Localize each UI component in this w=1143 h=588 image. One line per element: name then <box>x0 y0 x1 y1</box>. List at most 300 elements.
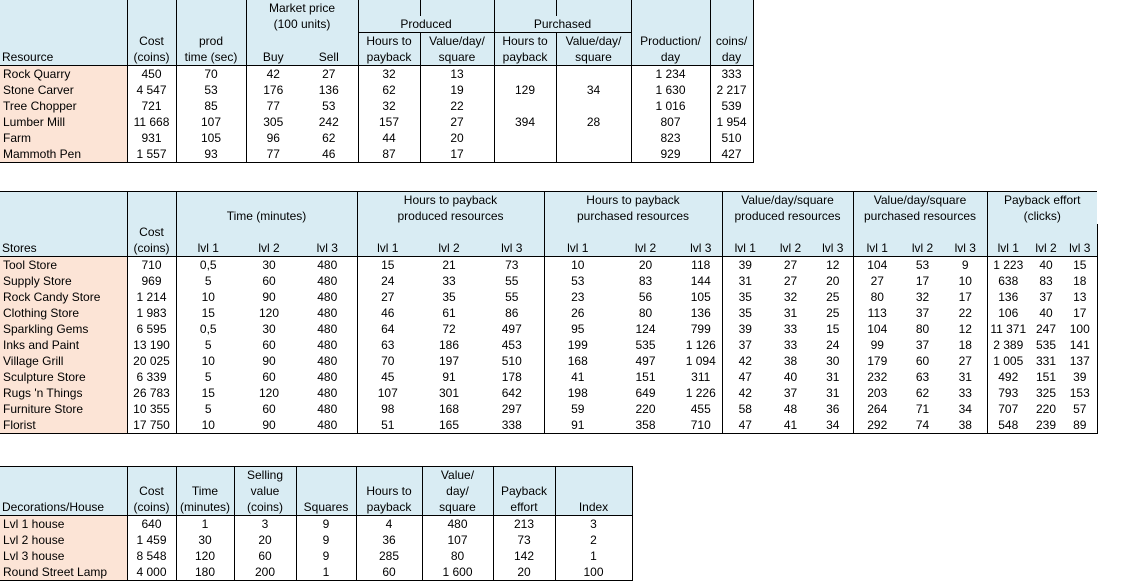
value-cell: 100 <box>555 564 632 581</box>
vds-purchased-header-2: purchased resources <box>853 208 987 224</box>
value-cell: 151 <box>611 369 680 385</box>
value-cell: 30 <box>240 321 298 337</box>
value-cell: 90 <box>240 289 298 305</box>
value-cell: 77 <box>246 98 300 114</box>
value-cell: 450 <box>127 66 176 83</box>
value-cell: 27 <box>853 273 901 289</box>
value-cell: 60 <box>901 353 944 369</box>
level-header-1: lvl 1 <box>544 240 611 257</box>
value-cell: 24 <box>357 273 418 289</box>
value-cell: 0,5 <box>176 321 240 337</box>
resource-row <box>0 82 753 98</box>
row-name-cell: Lvl 3 house <box>0 548 127 564</box>
value-cell: 453 <box>480 337 544 353</box>
value-cell: 60 <box>356 564 422 581</box>
value-cell <box>556 98 631 114</box>
level-header-3: lvl 3 <box>813 240 853 257</box>
coins-header: (coins) <box>127 49 176 66</box>
value-cell: 91 <box>418 369 480 385</box>
value-cell: 20 <box>813 273 853 289</box>
value-cell: 136 <box>300 82 358 98</box>
value-cell <box>494 146 556 163</box>
store-row <box>0 289 1097 305</box>
value-cell: 95 <box>544 321 611 337</box>
decoration-row <box>0 532 632 548</box>
value-cell: 168 <box>418 401 480 417</box>
value-cell <box>494 130 556 146</box>
value-cell: 40 <box>768 369 813 385</box>
value-cell: 0,5 <box>176 257 240 274</box>
value-cell: 34 <box>813 417 853 434</box>
buy-header: Buy <box>246 49 300 66</box>
time-sec-header: time (sec) <box>176 49 246 66</box>
value-cell: 46 <box>300 146 358 163</box>
value-cell: 40 <box>1029 257 1063 274</box>
value-cell: 301 <box>418 385 480 401</box>
value-cell: 27 <box>944 353 987 369</box>
value-cell: 31 <box>722 273 768 289</box>
value-cell: 104 <box>853 257 901 274</box>
value-cell: 25 <box>813 305 853 321</box>
value-cell: 153 <box>1063 385 1097 401</box>
value-cell: 38 <box>944 417 987 434</box>
value-cell: 37 <box>901 337 944 353</box>
value-cell: 51 <box>357 417 418 434</box>
value-cell: 141 <box>1063 337 1097 353</box>
value-cell: 793 <box>987 385 1029 401</box>
value-cell: 823 <box>631 130 710 146</box>
value-cell: 5 <box>176 273 240 289</box>
value-cell: 9 <box>944 257 987 274</box>
row-name-cell: Lvl 2 house <box>0 532 127 548</box>
value-cell: 47 <box>722 417 768 434</box>
decoration-row <box>0 564 632 581</box>
value-cell: 13 <box>1063 289 1097 305</box>
value-cell: 8 548 <box>127 548 176 564</box>
value-cell <box>494 98 556 114</box>
row-name-cell: Supply Store <box>0 273 127 289</box>
value-cell: 20 025 <box>127 353 176 369</box>
value-cell: 3 <box>555 516 632 533</box>
row-name-cell: Rock Quarry <box>0 66 127 83</box>
value-cell: 331 <box>1029 353 1063 369</box>
deco-name-header: Decorations/House <box>0 499 127 516</box>
value-cell: 39 <box>722 321 768 337</box>
value-cell: 104 <box>853 321 901 337</box>
value-cell: 42 <box>722 385 768 401</box>
value-cell: 23 <box>544 289 611 305</box>
vds-purchased-header-1: Value/day/square <box>853 192 987 209</box>
value-cell: 710 <box>127 257 176 274</box>
value-cell: 799 <box>680 321 722 337</box>
value-cell: 60 <box>234 548 296 564</box>
value-cell: 9 <box>296 516 356 533</box>
value-cell: 60 <box>240 337 298 353</box>
resource-row <box>0 98 753 114</box>
value-cell: 144 <box>680 273 722 289</box>
value-cell: 26 783 <box>127 385 176 401</box>
value-cell: 32 <box>768 289 813 305</box>
value-cell: 44 <box>358 130 420 146</box>
value-cell: 80 <box>901 321 944 337</box>
value-cell: 26 <box>544 305 611 321</box>
value-cell: 480 <box>298 337 357 353</box>
deco-time-header: Time <box>176 483 234 499</box>
value-cell: 480 <box>298 257 357 274</box>
square-header: square <box>420 49 494 66</box>
value-cell: 60 <box>240 369 298 385</box>
value-cell: 480 <box>298 385 357 401</box>
value-cell: 98 <box>357 401 418 417</box>
value-cell: 1 234 <box>631 66 710 83</box>
value-cell: 31 <box>768 305 813 321</box>
value-cell: 642 <box>480 385 544 401</box>
deco-coins-header: (coins) <box>127 499 176 516</box>
value-cell: 220 <box>611 401 680 417</box>
level-header-2: lvl 2 <box>1029 240 1063 257</box>
value-cell: 1 005 <box>987 353 1029 369</box>
value-cell: 20 <box>420 130 494 146</box>
deco-squares-header: Squares <box>296 499 356 516</box>
level-header-1: lvl 1 <box>722 240 768 257</box>
value-cell: 20 <box>234 532 296 548</box>
htp-produced-header-1: Hours to payback <box>357 192 544 209</box>
value-cell: 33 <box>768 337 813 353</box>
deco-payback-sub-header: payback <box>356 499 422 516</box>
value-cell: 70 <box>176 66 246 83</box>
store-row <box>0 257 1097 274</box>
value-cell: 12 <box>944 321 987 337</box>
value-cell: 539 <box>710 98 753 114</box>
level-header-3: lvl 3 <box>680 240 722 257</box>
row-name-cell: Furniture Store <box>0 401 127 417</box>
value-cell: 30 <box>813 353 853 369</box>
level-header-2: lvl 2 <box>611 240 680 257</box>
stores-cost-header: Cost <box>127 224 176 240</box>
value-cell: 710 <box>680 417 722 434</box>
value-cell: 510 <box>710 130 753 146</box>
market-units-header: (100 units) <box>246 16 358 33</box>
value-cell: 807 <box>631 114 710 130</box>
value-cell: 929 <box>631 146 710 163</box>
value-cell: 969 <box>127 273 176 289</box>
day-header: day <box>631 49 710 66</box>
value-cell: 1 954 <box>710 114 753 130</box>
value-cell: 74 <box>901 417 944 434</box>
value-cell: 1 <box>176 516 234 533</box>
value-cell: 18 <box>944 337 987 353</box>
value-cell: 292 <box>853 417 901 434</box>
value-cell: 264 <box>853 401 901 417</box>
value-cell: 21 <box>418 257 480 274</box>
value-cell: 4 547 <box>127 82 176 98</box>
value-cell: 480 <box>298 369 357 385</box>
hours-to-header: Hours to <box>358 33 420 50</box>
value-cell: 1 094 <box>680 353 722 369</box>
value-cell: 129 <box>494 82 556 98</box>
value-cell: 27 <box>300 66 358 83</box>
row-name-cell: Sparkling Gems <box>0 321 127 337</box>
value-cell: 57 <box>1063 401 1097 417</box>
value-cell: 15 <box>357 257 418 274</box>
value-cell: 3 <box>234 516 296 533</box>
deco-effort-header: effort <box>493 499 555 516</box>
value-cell: 239 <box>1029 417 1063 434</box>
value-cell: 28 <box>556 114 631 130</box>
value-cell: 179 <box>853 353 901 369</box>
value-cell: 10 <box>544 257 611 274</box>
value-cell: 27 <box>357 289 418 305</box>
value-cell: 90 <box>240 417 298 434</box>
row-name-cell: Lvl 1 house <box>0 516 127 533</box>
value-cell: 105 <box>176 130 246 146</box>
coins-day-header: coins/ <box>710 33 753 50</box>
value-cell: 62 <box>300 130 358 146</box>
value-cell <box>556 130 631 146</box>
value-cell: 1 983 <box>127 305 176 321</box>
value-cell: 480 <box>422 516 493 533</box>
row-name-cell: Tool Store <box>0 257 127 274</box>
value-cell: 34 <box>556 82 631 98</box>
effort-header-1: Payback effort <box>987 192 1097 209</box>
value-cell: 27 <box>768 257 813 274</box>
time-minutes-header: Time (minutes) <box>176 208 357 224</box>
value-cell: 480 <box>298 273 357 289</box>
value-cell: 6 339 <box>127 369 176 385</box>
row-name-cell: Sculpture Store <box>0 369 127 385</box>
value-cell: 42 <box>246 66 300 83</box>
store-row <box>0 417 1097 434</box>
value-cell: 33 <box>418 273 480 289</box>
value-cell: 36 <box>813 401 853 417</box>
value-cell: 120 <box>240 305 298 321</box>
value-cell: 492 <box>987 369 1029 385</box>
value-cell: 427 <box>710 146 753 163</box>
value-cell: 17 <box>901 273 944 289</box>
row-name-cell: Farm <box>0 130 127 146</box>
value-cell: 85 <box>176 98 246 114</box>
payback-header: payback <box>358 49 420 66</box>
value-cell: 13 <box>420 66 494 83</box>
value-cell: 721 <box>127 98 176 114</box>
value-cell <box>494 66 556 83</box>
resource-header: Resource <box>0 49 127 66</box>
value-cell: 22 <box>944 305 987 321</box>
value-cell: 11 668 <box>127 114 176 130</box>
value-cell: 10 355 <box>127 401 176 417</box>
level-header-2: lvl 2 <box>418 240 480 257</box>
value-cell: 497 <box>611 353 680 369</box>
store-row <box>0 273 1097 289</box>
value-cell: 186 <box>418 337 480 353</box>
deco-square-header: square <box>422 499 493 516</box>
value-cell: 56 <box>611 289 680 305</box>
value-cell: 1 214 <box>127 289 176 305</box>
value-cell: 1 630 <box>631 82 710 98</box>
value-cell: 480 <box>298 417 357 434</box>
value-cell: 45 <box>357 369 418 385</box>
value-cell: 35 <box>418 289 480 305</box>
value-cell: 96 <box>246 130 300 146</box>
value-cell: 55 <box>480 273 544 289</box>
vds-produced-header-2: produced resources <box>722 208 853 224</box>
value-cell: 232 <box>853 369 901 385</box>
row-name-cell: Stone Carver <box>0 82 127 98</box>
value-cell: 333 <box>710 66 753 83</box>
value-cell: 20 <box>493 564 555 581</box>
value-cell: 42 <box>722 353 768 369</box>
level-header-2: lvl 2 <box>901 240 944 257</box>
value-cell: 136 <box>987 289 1029 305</box>
stores-table <box>0 191 1098 434</box>
store-row <box>0 401 1097 417</box>
value-cell: 1 016 <box>631 98 710 114</box>
level-header-2: lvl 2 <box>240 240 298 257</box>
value-cell: 17 <box>420 146 494 163</box>
value-cell: 220 <box>1029 401 1063 417</box>
resource-row <box>0 114 753 130</box>
value-cell: 649 <box>611 385 680 401</box>
value-cell: 35 <box>722 305 768 321</box>
value-cell: 9 <box>296 532 356 548</box>
row-name-cell: Mammoth Pen <box>0 146 127 163</box>
value-cell: 48 <box>768 401 813 417</box>
value-cell: 10 <box>944 273 987 289</box>
value-cell: 11 371 <box>987 321 1029 337</box>
value-cell: 640 <box>127 516 176 533</box>
value-cell: 311 <box>680 369 722 385</box>
value-cell: 63 <box>357 337 418 353</box>
value-cell: 480 <box>298 401 357 417</box>
selling-header: Selling <box>234 467 296 484</box>
value-cell: 37 <box>768 385 813 401</box>
value-cell: 60 <box>240 401 298 417</box>
value-cell: 200 <box>234 564 296 581</box>
value-cell: 118 <box>680 257 722 274</box>
decoration-row <box>0 516 632 533</box>
resources-table <box>0 0 754 163</box>
value-cell: 338 <box>480 417 544 434</box>
value-cell: 285 <box>356 548 422 564</box>
value-cell: 10 <box>176 417 240 434</box>
value-slash-header: Value/ <box>422 467 493 484</box>
value-cell: 4 <box>356 516 422 533</box>
value-cell: 73 <box>480 257 544 274</box>
value-cell: 497 <box>480 321 544 337</box>
value-cell: 34 <box>944 401 987 417</box>
value-cell: 1 226 <box>680 385 722 401</box>
value-cell: 32 <box>358 98 420 114</box>
value-cell: 18 <box>1063 273 1097 289</box>
level-header-3: lvl 3 <box>480 240 544 257</box>
value-cell: 455 <box>680 401 722 417</box>
value-cell: 15 <box>813 321 853 337</box>
value-cell: 480 <box>298 305 357 321</box>
value-cell: 5 <box>176 401 240 417</box>
value-cell <box>556 146 631 163</box>
value-cell: 24 <box>813 337 853 353</box>
value-cell <box>556 66 631 83</box>
value-cell: 151 <box>1029 369 1063 385</box>
deco-coins2-header: (coins) <box>234 499 296 516</box>
production-header: Production/ <box>631 33 710 50</box>
value-day-header: Value/day/ <box>420 33 494 50</box>
value-cell: 17 <box>1063 305 1097 321</box>
value-cell: 99 <box>853 337 901 353</box>
value-cell: 33 <box>944 385 987 401</box>
prod-header: prod <box>176 33 246 50</box>
value-cell: 305 <box>246 114 300 130</box>
value-cell: 77 <box>246 146 300 163</box>
store-row <box>0 321 1097 337</box>
hours-to-header-2: Hours to <box>494 33 556 50</box>
value-cell: 358 <box>611 417 680 434</box>
value-cell: 165 <box>418 417 480 434</box>
value-cell: 203 <box>853 385 901 401</box>
value-cell: 136 <box>680 305 722 321</box>
value-cell: 480 <box>298 289 357 305</box>
row-name-cell: Round Street Lamp <box>0 564 127 581</box>
value-cell: 33 <box>768 321 813 337</box>
value-cell: 53 <box>544 273 611 289</box>
value-cell: 35 <box>722 289 768 305</box>
value-cell: 72 <box>418 321 480 337</box>
decorations-table <box>0 466 633 581</box>
deco-index-header: Index <box>555 499 632 516</box>
value-cell: 178 <box>480 369 544 385</box>
level-header-1: lvl 1 <box>357 240 418 257</box>
store-row <box>0 369 1097 385</box>
value-cell: 5 <box>176 337 240 353</box>
value-cell: 325 <box>1029 385 1063 401</box>
row-name-cell: Rugs 'n Things <box>0 385 127 401</box>
value-cell: 198 <box>544 385 611 401</box>
value-cell: 5 <box>176 369 240 385</box>
value-cell: 37 <box>722 337 768 353</box>
value-cell: 73 <box>493 532 555 548</box>
value-cell: 1 459 <box>127 532 176 548</box>
decoration-row <box>0 548 632 564</box>
deco-cost-header: Cost <box>127 483 176 499</box>
value-cell: 83 <box>1029 273 1063 289</box>
value-cell: 38 <box>768 353 813 369</box>
square-header-2: square <box>556 49 631 66</box>
value-cell: 1 <box>296 564 356 581</box>
deco-day-slash-header: day/ <box>422 483 493 499</box>
value-cell: 100 <box>1063 321 1097 337</box>
htp-purchased-header-1: Hours to payback <box>544 192 722 209</box>
value-cell: 120 <box>240 385 298 401</box>
value-cell: 535 <box>1029 337 1063 353</box>
deco-minutes-header: (minutes) <box>176 499 234 516</box>
row-name-cell: Inks and Paint <box>0 337 127 353</box>
resource-row <box>0 130 753 146</box>
value-day-header-2: Value/day/ <box>556 33 631 50</box>
value-cell: 80 <box>422 548 493 564</box>
value-cell: 53 <box>901 257 944 274</box>
purchased-header: Purchased <box>494 16 631 33</box>
value-cell: 89 <box>1063 417 1097 434</box>
value-cell: 27 <box>768 273 813 289</box>
value-cell: 93 <box>176 146 246 163</box>
value-cell: 12 <box>813 257 853 274</box>
value-cell: 53 <box>176 82 246 98</box>
value-cell: 20 <box>611 257 680 274</box>
value-cell: 31 <box>944 369 987 385</box>
resource-row <box>0 146 753 163</box>
value-cell: 46 <box>357 305 418 321</box>
value-cell: 37 <box>901 305 944 321</box>
